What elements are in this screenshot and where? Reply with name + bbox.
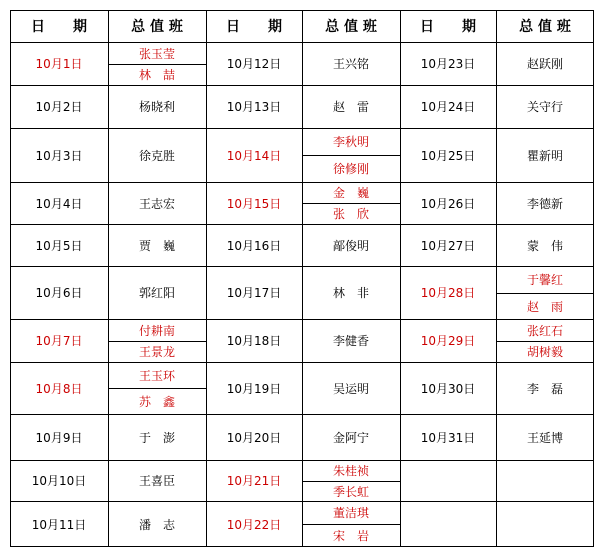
duty-name: 金阿宁 — [332, 430, 369, 445]
header-date: 日 期 — [31, 19, 87, 35]
duty-divider-line — [302, 203, 400, 204]
duty-name: 潘 志 — [138, 517, 175, 532]
duty-divider-line — [496, 293, 594, 294]
duty-divider-line — [302, 524, 400, 525]
date-cell: 10月14日 — [226, 148, 282, 163]
date-cell: 10月20日 — [226, 430, 282, 445]
duty-name: 张玉莹 — [138, 46, 175, 61]
date-cell: 10月2日 — [35, 100, 83, 114]
duty-name: 董洁琪 — [332, 506, 369, 520]
duty-name: 王兴铭 — [332, 57, 369, 71]
header-date: 日 期 — [420, 19, 476, 35]
date-cell: 10月17日 — [226, 286, 282, 300]
duty-name: 王景龙 — [138, 345, 175, 359]
date-cell: 10月26日 — [420, 196, 476, 211]
date-cell: 10月30日 — [420, 381, 476, 396]
duty-divider-line — [302, 481, 400, 482]
duty-name: 胡树毅 — [526, 345, 563, 359]
date-cell: 10月1日 — [35, 57, 83, 71]
duty-name: 关守行 — [526, 100, 563, 114]
date-cell: 10月7日 — [35, 334, 83, 348]
duty-name: 李健香 — [332, 334, 369, 348]
duty-name: 吴运明 — [332, 381, 369, 396]
duty-name: 张红石 — [526, 323, 563, 338]
date-cell: 10月23日 — [420, 57, 476, 71]
duty-name: 赵 雷 — [332, 100, 369, 114]
duty-name: 杨晓利 — [138, 100, 175, 114]
date-cell: 10月6日 — [35, 286, 83, 300]
duty-divider-line — [496, 341, 594, 342]
date-cell: 10月15日 — [226, 196, 282, 211]
date-cell: 10月13日 — [226, 100, 282, 114]
duty-name: 蒙 伟 — [526, 238, 563, 253]
date-cell: 10月4日 — [35, 196, 83, 211]
duty-name: 张 欣 — [332, 207, 369, 221]
duty-name: 李秋明 — [332, 135, 369, 149]
duty-name: 王喜臣 — [138, 474, 175, 488]
date-cell: 10月5日 — [35, 238, 83, 253]
header-date: 日 期 — [226, 19, 282, 35]
duty-name: 李 磊 — [526, 381, 563, 396]
date-cell: 10月8日 — [35, 381, 83, 396]
duty-name: 瞿新明 — [526, 148, 563, 163]
duty-name: 鄗俊明 — [332, 238, 369, 253]
date-cell: 10月10日 — [31, 474, 87, 488]
date-cell: 10月3日 — [35, 148, 83, 163]
date-cell: 10月11日 — [31, 517, 87, 532]
header-duty: 总 值 班 — [131, 19, 183, 35]
duty-divider-line — [302, 155, 400, 156]
duty-name: 季长虹 — [332, 484, 369, 499]
duty-roster-table — [10, 10, 594, 547]
duty-name: 赵 雨 — [526, 299, 563, 314]
duty-divider-line — [108, 341, 206, 342]
date-cell: 10月27日 — [420, 238, 476, 253]
duty-name: 宋 岩 — [332, 529, 369, 543]
duty-name: 王玉环 — [138, 368, 175, 383]
duty-name: 郭红阳 — [138, 286, 175, 300]
date-cell: 10月25日 — [420, 148, 476, 163]
date-cell: 10月31日 — [420, 430, 476, 445]
date-cell: 10月19日 — [226, 381, 282, 396]
date-cell: 10月21日 — [226, 474, 282, 488]
duty-name: 王志宏 — [138, 196, 175, 211]
header-duty: 总 值 班 — [325, 19, 377, 35]
header-duty: 总 值 班 — [519, 19, 571, 35]
duty-name: 苏 鑫 — [138, 394, 175, 409]
duty-name: 金 巍 — [332, 186, 369, 200]
duty-name: 徐修刚 — [332, 162, 369, 176]
duty-divider-line — [108, 388, 206, 389]
date-cell: 10月28日 — [420, 286, 476, 300]
duty-name: 于 澎 — [138, 430, 175, 445]
duty-divider-line — [108, 64, 206, 65]
duty-name: 付耕南 — [138, 323, 175, 338]
date-cell: 10月16日 — [226, 238, 282, 253]
date-cell: 10月18日 — [226, 334, 282, 348]
duty-name: 林 喆 — [138, 68, 175, 82]
date-cell: 10月12日 — [226, 57, 282, 71]
date-cell: 10月22日 — [226, 517, 282, 532]
duty-name: 赵跃刚 — [526, 57, 563, 71]
duty-name: 林 非 — [332, 286, 369, 300]
duty-name: 贾 巍 — [138, 238, 175, 253]
duty-name: 王延博 — [526, 430, 563, 445]
date-cell: 10月24日 — [420, 100, 476, 114]
date-cell: 10月29日 — [420, 334, 476, 348]
duty-name: 李德新 — [526, 196, 563, 211]
duty-name: 朱桂祯 — [332, 464, 369, 478]
duty-name: 于馨红 — [526, 273, 563, 287]
date-cell: 10月9日 — [35, 430, 83, 445]
duty-name: 徐克胜 — [138, 148, 175, 163]
